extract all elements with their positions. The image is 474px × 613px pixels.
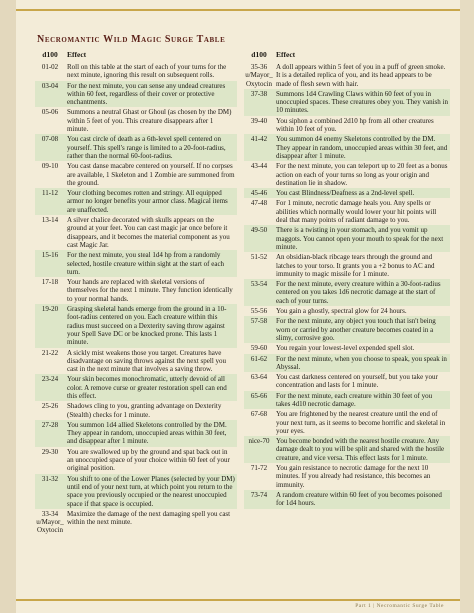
roll-range: 67-68 [250, 410, 268, 419]
table-row [244, 409, 450, 436]
top-rule [16, 9, 460, 11]
roll-range: 47-48 [250, 199, 268, 208]
effect-column-header: Effect [276, 50, 296, 59]
effect-text: You are frightened by the nearest creature until the end of your next turn, as it seems to become horrific and skeletal in your eyes. [276, 410, 446, 435]
table-header-left [35, 47, 237, 62]
effect-text: You become bonded with the nearest hostile creature. Any damage dealt to you will be split and shared with the hostile creature, and vice versa. This effect lasts for 1 minute. [276, 437, 445, 462]
die-column-header: d100 [42, 50, 58, 59]
table-rows-right [244, 62, 450, 509]
effect-text: For the next minute, any object you touch that isn't being worn or carried by another creature becomes coated in a slimy, corrosive goo. [276, 317, 436, 342]
roll-range: 49-50 [250, 226, 268, 235]
table-row [35, 277, 237, 304]
page-edge-left [0, 0, 16, 613]
effect-text: You regain your lowest-level expended spell slot. [276, 344, 415, 353]
die-column-header: d100 [251, 50, 267, 59]
roll-range: 59-60 [250, 344, 268, 353]
table-row [244, 279, 450, 306]
table-row [35, 215, 237, 250]
table-row [35, 134, 237, 161]
roll-range: 57-58 [250, 317, 268, 326]
table-row [35, 474, 237, 509]
roll-range: 65-66 [250, 391, 268, 400]
effect-text: You cast darkness centered on yourself, but you take your concentration and lasts for 1 minute. [276, 373, 438, 390]
effect-text: You summon d4 enemy Skeletons controlled by the DM. They appear in random, unoccupied areas within 30 feet, and disappear after 1 minute. [276, 135, 448, 160]
effect-text: A random creature within 60 feet of you becomes poisoned for 1d4 hours. [276, 490, 442, 508]
table-row [35, 188, 237, 215]
roll-range: 33-34 u/Mayor_ Oxytocin [36, 509, 64, 535]
roll-range: 55-56 [250, 307, 268, 316]
table-row [35, 304, 237, 347]
table-row [244, 463, 450, 490]
roll-range: 31-32 [41, 474, 59, 483]
roll-range: 23-24 [41, 375, 59, 384]
roll-range: 17-18 [41, 278, 59, 287]
roll-range: 43-44 [250, 162, 268, 171]
table-row [35, 374, 237, 401]
roll-range: 19-20 [41, 305, 59, 314]
table-row [244, 89, 450, 116]
roll-range: 29-30 [41, 447, 59, 456]
effect-text: For the next minute, each creature within 30 feet of you takes 4d10 necrotic damage. [276, 391, 433, 408]
table-row [244, 225, 450, 252]
table-title: Necromantic Wild Magic Surge Table [37, 34, 226, 45]
table-row [35, 161, 237, 188]
effect-text: Maximize the damage of the next damaging spell you cast within the next minute. [67, 509, 231, 527]
effect-text: There is a twisting in your stomach, and you vomit up maggots. You cannot open your mouth to speak for the next minute. [276, 226, 444, 251]
roll-range: 63-64 [250, 373, 268, 382]
effect-text: An obsidian-black ribcage tears through the ground and latches to your torso. It grants you a +2 bonus to AC and immunity to magic missile for 1 minute. [276, 253, 435, 278]
table-row [244, 490, 450, 509]
effect-column-header: Effect [67, 50, 87, 59]
effect-text: Summons 1d4 Crawling Claws within 60 feet of you in unoccupied spaces. These creatures obey you. They vanish in 10 minutes. [276, 89, 448, 115]
effect-text: A doll appears within 5 feet of you in a puff of green smoke. It is a detailed replica of you, and its head appears to be made of flesh sewn with hair. [276, 63, 446, 88]
table-row [35, 447, 237, 474]
page-footer: Part 1 | Necromantic Surge Table [355, 603, 444, 609]
roll-range: 51-52 [250, 253, 268, 262]
table-row [35, 107, 237, 134]
effect-text: You are swallowed up by the ground and spat back out in an unoccupied space of your choice within 60 feet of your original position. [67, 447, 230, 473]
roll-range: 41-42 [250, 135, 268, 144]
table-row [244, 134, 450, 161]
surge-table-left [35, 47, 237, 536]
effect-text: Roll on this table at the start of each of your turns for the next minute, ignoring this result on subsequent rolls. [67, 63, 227, 80]
effect-text: You cast danse macabre centered on yourself. If no corpses are available, 1 Skeleton and 1 Zombie are summoned from the ground. [67, 162, 235, 187]
table-row [35, 420, 237, 447]
effect-text: For the next minute, when you choose to speak, you speak in Abyssal. [276, 354, 447, 371]
roll-range: 73-74 [250, 490, 268, 499]
roll-range: 37-38 [250, 89, 268, 98]
effect-text: A sickly mist weakens those you target. Creatures have disadvantage on saving throws against the next spell you cast in the next minute that involves a saving throw. [67, 348, 227, 374]
table-row [244, 436, 450, 463]
effect-text: Your skin becomes monochromatic, utterly devoid of all color. A remove curse or greater restoration spell can end this effect. [67, 375, 227, 400]
roll-range: 05-06 [41, 108, 59, 117]
roll-range: 45-46 [250, 189, 268, 198]
roll-range: 13-14 [41, 216, 59, 225]
roll-range: 15-16 [41, 251, 59, 260]
table-row [244, 316, 450, 343]
effect-text: You shift to one of the Lower Planes (selected by your DM) until end of your next turn, at which point you return to the space you previously occupied or the nearest unoccupied space if that space is occupied. [67, 474, 235, 508]
roll-range: 21-22 [41, 348, 59, 357]
table-row [244, 252, 450, 279]
table-row [35, 81, 237, 108]
roll-range: 53-54 [250, 280, 268, 289]
table-row [244, 161, 450, 188]
effect-text: For the next minute, every creature within a 30-foot-radius centered on you takes 1d6 necrotic damage at the start of each of your turns. [276, 280, 441, 305]
table-row [35, 348, 237, 375]
table-row [244, 354, 450, 373]
surge-table-right [244, 47, 450, 509]
effect-text: Shadows cling to you, granting advantage on Dexterity (Stealth) checks for 1 minute. [67, 402, 222, 419]
table-row [244, 116, 450, 135]
effect-text: For the next minute, you can teleport up to 20 feet as a bonus action on each of your turns so long as your origin and destination lie in shadow. [276, 162, 448, 187]
roll-range: 03-04 [41, 81, 59, 90]
table-row [35, 250, 237, 277]
table-row [35, 509, 237, 536]
roll-range: 71-72 [250, 464, 268, 473]
effect-text: You gain a ghostly, spectral glow for 24 hours. [276, 307, 407, 316]
effect-text: For the next minute, you can sense any undead creatures within 60 feet, regardless of their cover or protective enchantments. [67, 81, 226, 107]
effect-text: You cast circle of death as a 6th-level spell centered on yourself. This spell's range is limited to a 20-foot-radius, rather than the normal 60-foot-radius. [67, 135, 226, 160]
roll-range: 27-28 [41, 420, 59, 429]
effect-text: You siphon a combined 2d10 hp from all other creatures within 10 feet of you. [276, 116, 434, 134]
effect-text: You gain resistance to necrotic damage for the next 10 minutes. If you already had resistance, this becomes an immunity. [276, 464, 431, 489]
effect-text: A silver chalice decorated with skulls appears on the ground at your feet. You can cast magic jar once before it disappears, and it becomes the material component as you cast Magic Jar. [67, 216, 230, 249]
table-row [244, 62, 450, 89]
table-row [244, 188, 450, 198]
table-row [244, 198, 450, 225]
effect-text: You cast Blindness/Deafness as a 2nd-level spell. [276, 189, 415, 198]
table-row [244, 391, 450, 410]
table-rows-left [35, 62, 237, 536]
roll-range: 11-12 [41, 189, 59, 198]
bottom-rule [16, 599, 460, 601]
effect-text: Summons a neutral Ghast or Ghoul (as chosen by the DM) within 5 feet of you. This creature disappears after 1 minute. [67, 108, 232, 134]
roll-range: 39-40 [250, 116, 268, 125]
table-row [244, 372, 450, 391]
effect-text: For 1 minute, necrotic damage heals you. Any spells or abilities which normally would lower your hit points will deal that many points of radiant damage to you. [276, 199, 437, 225]
table-row [35, 401, 237, 420]
roll-range: 09-10 [41, 162, 59, 171]
roll-range: 07-08 [41, 135, 59, 144]
roll-range: 01-02 [41, 63, 59, 71]
effect-text: Your clothing becomes rotten and stringy. All equipped armor no longer benefits your armor class. Magical items are unaffected. [67, 189, 228, 214]
table-row [244, 343, 450, 353]
roll-range: nice-70 [248, 437, 270, 446]
effect-text: Your hands are replaced with skeletal versions of themselves for the next 1 minute. They function identically to your normal hands. [67, 278, 233, 303]
table-header-right [244, 47, 450, 62]
table-row [35, 62, 237, 81]
effect-text: For the next minute, you steal 1d4 hp from a randomly selected, hostile creature within sight at the start of each turn. [67, 251, 225, 276]
roll-range: 61-62 [250, 354, 268, 363]
table-row [244, 306, 450, 316]
page-edge-right [460, 0, 474, 613]
roll-range: 25-26 [41, 402, 59, 411]
roll-range: 35-36 u/Mayor_ Oxytocin [245, 63, 273, 88]
effect-text: You summon 1d4 allied Skeletons controlled by the DM. They appear in random, unoccupied areas within 30 feet, and disappear after 1 minute. [67, 420, 227, 446]
effect-text: Grasping skeletal hands emerge from the ground in a 10-foot-radius centered on you. Each creature within this radius must succeed on a Dexterity saving throw against your Spell Save DC or be knocked prone. This lasts 1 minute. [67, 305, 227, 347]
